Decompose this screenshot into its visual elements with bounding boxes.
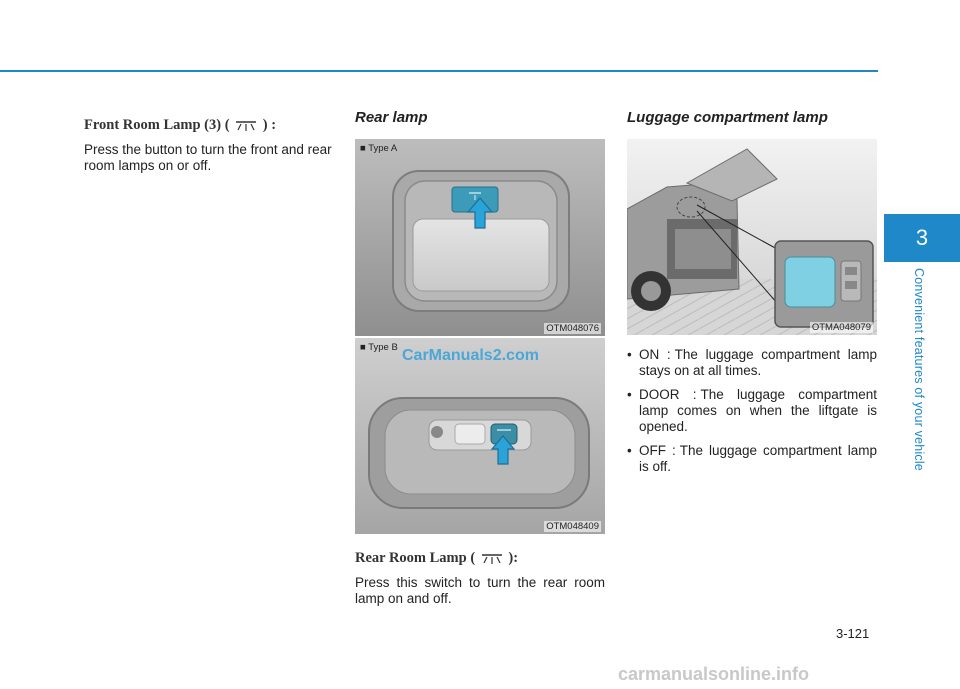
luggage-illustration [627, 139, 877, 335]
section-title: Convenient features of your vehicle [912, 268, 926, 471]
type-b-code: OTM048409 [546, 521, 599, 532]
rear-room-lamp-heading: Rear Room Lamp ( ): [355, 550, 519, 566]
bullet: • [627, 387, 632, 402]
bullet: • [627, 347, 632, 362]
header-rule [0, 70, 878, 72]
rear-lamp-heading: Rear lamp [355, 109, 428, 126]
rear-room-lamp-text: Press this switch to turn the rear room lamp on and off. [355, 575, 605, 606]
luggage-lamp-section [627, 109, 877, 483]
luggage-list-item [627, 443, 877, 475]
rear-lamp-type-b-photo [355, 338, 605, 534]
luggage-lamp-heading: Luggage compartment lamp [627, 109, 828, 126]
section-tab [884, 214, 960, 262]
luggage-switch-list [627, 347, 877, 475]
switch-description: The luggage compartment lamp comes on when the liftgate is opened. [639, 387, 877, 434]
front-room-lamp-heading: Front Room Lamp (3) ( ) : [84, 117, 277, 133]
luggage-list-item [627, 347, 877, 379]
luggage-lamp-photo [627, 139, 877, 335]
luggage-list-item [627, 387, 877, 435]
room-lamp-icon [479, 553, 505, 565]
luggage-code: OTMA048079 [811, 322, 871, 333]
type-a-illustration [355, 139, 605, 336]
watermark-bottom: carmanualsonline.info [618, 664, 810, 684]
switch-term: DOOR : [639, 387, 697, 402]
watermark-top: CarManuals2.com [402, 347, 539, 364]
page-number: 3-121 [836, 626, 870, 641]
room-lamp-icon [233, 120, 259, 132]
front-room-lamp-text: Press the button to turn the front and rear room lamps on or off. [84, 142, 332, 173]
switch-term: ON : [639, 347, 671, 362]
switch-description: The luggage compartment lamp stays on at all times. [639, 347, 877, 378]
switch-description: The luggage compartment lamp is off. [639, 443, 877, 474]
bullet: • [627, 443, 632, 458]
rear-lamp-type-a-photo [355, 139, 605, 336]
type-a-code: OTM048076 [546, 323, 599, 334]
type-b-illustration [355, 338, 605, 534]
switch-term: OFF : [639, 443, 676, 458]
type-b-label: ■ Type B [360, 342, 398, 353]
type-a-label: ■ Type A [360, 143, 398, 154]
section-number: 3 [915, 225, 929, 250]
front-room-lamp-section [84, 117, 336, 174]
